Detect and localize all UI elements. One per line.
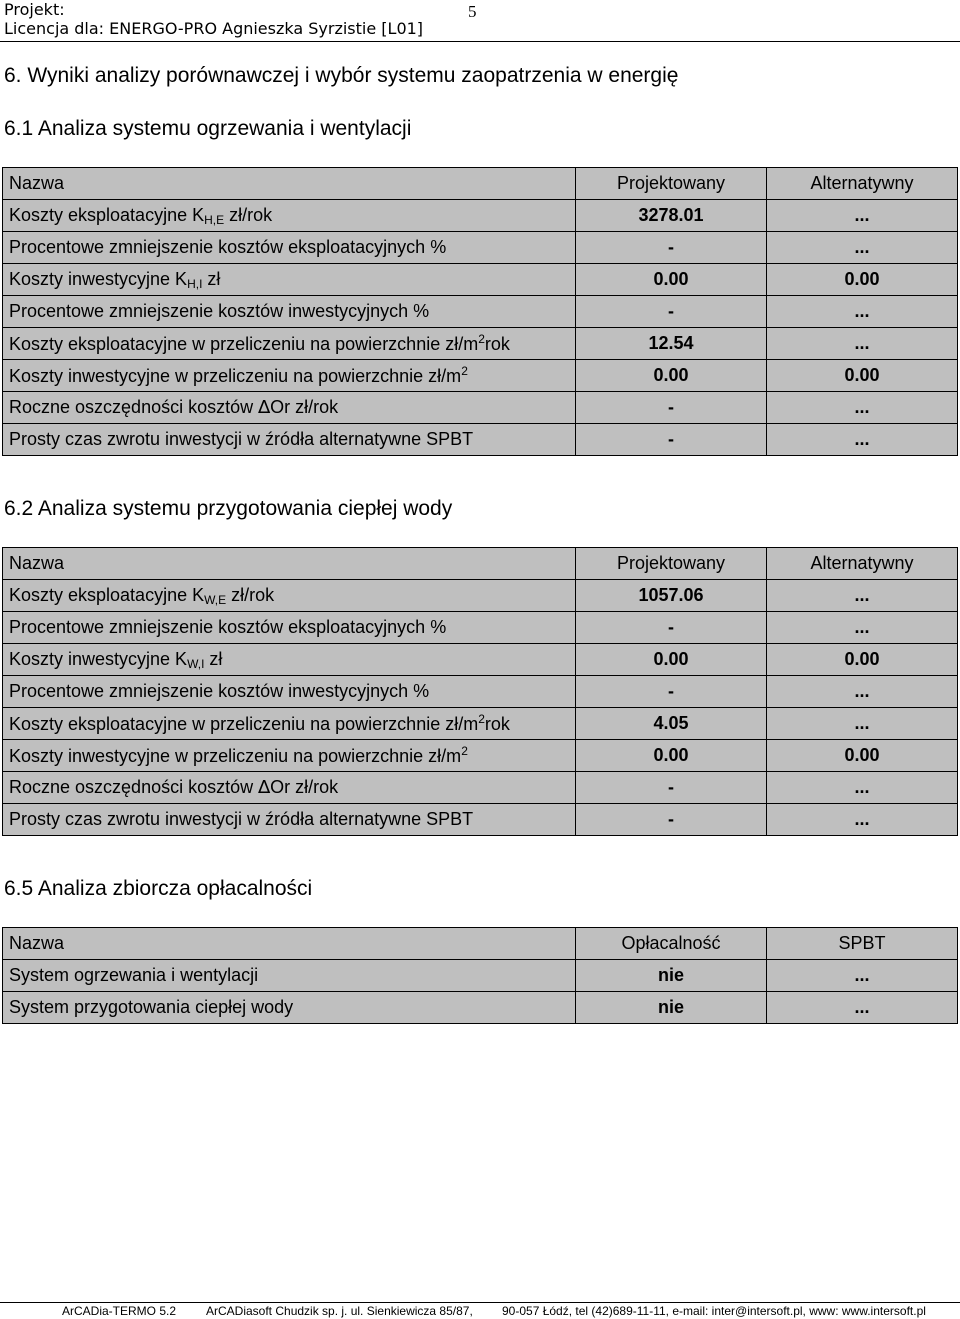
row-name-pre: Roczne oszczędności kosztów: [9, 397, 259, 417]
alternative-value: ...: [767, 772, 958, 804]
projected-value: -: [576, 676, 767, 708]
row-name-pre: Prosty czas zwrotu inwestycji w źródła alternatywne SPBT: [9, 809, 474, 829]
row-name-pre: Koszty eksploatacyjne w przeliczeniu na powierzchnie zł/m: [9, 334, 479, 354]
table-row: [3, 360, 958, 392]
col-projected-header: Projektowany: [576, 548, 767, 580]
projected-value: 4.05: [576, 708, 767, 740]
system-name: System ogrzewania i wentylacji: [3, 960, 576, 992]
row-name-sub: H,E: [204, 212, 225, 227]
row-name-cell: [3, 200, 576, 232]
row-name-cell: [3, 360, 576, 392]
row-name-pre: Koszty eksploatacyjne K: [9, 584, 205, 605]
projected-value: 0.00: [576, 644, 767, 676]
row-name-after: Or zł/rok: [270, 397, 339, 417]
row-name-pre: Koszty inwestycyjne K: [9, 268, 188, 289]
alternative-value: ...: [767, 708, 958, 740]
water-table: [2, 547, 958, 836]
profitability-value: nie: [576, 992, 767, 1024]
license-text: Licencja dla: ENERGO-PRO Agnieszka Syrzistie [L01]: [4, 19, 424, 38]
table-row: [3, 960, 958, 992]
row-name-delta: ∆: [258, 777, 271, 798]
row-name-cell: [3, 232, 576, 264]
summary-heading: 6.5 Analiza zbiorcza opłacalności: [4, 877, 313, 900]
row-name-sub: H,I: [187, 276, 203, 291]
table-row: [3, 740, 958, 772]
water-heading: 6.2 Analiza systemu przygotowania ciepłej wody: [4, 497, 453, 520]
alternative-value: 0.00: [767, 264, 958, 296]
table-row: [3, 804, 958, 836]
table-row: [3, 644, 958, 676]
row-name-pre: Koszty inwestycyjne w przeliczeniu na powierzchnie zł/m: [9, 746, 462, 766]
table-row: [3, 708, 958, 740]
projected-value: -: [576, 424, 767, 456]
row-name-sub: W,I: [187, 656, 205, 671]
alternative-value: ...: [767, 804, 958, 836]
alternative-value: 0.00: [767, 360, 958, 392]
row-name-cell: [3, 676, 576, 708]
row-name-cell: [3, 296, 576, 328]
table-row: [3, 296, 958, 328]
table-row: [3, 580, 958, 612]
table-row: [3, 992, 958, 1024]
col-projected-header: Projektowany: [576, 168, 767, 200]
table-row: [3, 612, 958, 644]
row-name-pre: Procentowe zmniejszenie kosztów eksploatacyjnych %: [9, 617, 447, 637]
header-divider: [0, 41, 960, 42]
row-name-post: zł: [204, 648, 223, 669]
row-name-cell: [3, 580, 576, 612]
row-name-post: zł/rok: [226, 584, 275, 605]
projected-value: -: [576, 392, 767, 424]
table-header-row: [3, 168, 958, 200]
projected-value: 1057.06: [576, 580, 767, 612]
row-name-cell: [3, 392, 576, 424]
projected-value: -: [576, 772, 767, 804]
col-spbt-header: SPBT: [767, 928, 958, 960]
table-row: [3, 424, 958, 456]
table-header-row: [3, 548, 958, 580]
row-name-sup: 2: [461, 364, 468, 378]
summary-table: [2, 927, 958, 1024]
row-name-post: zł/rok: [224, 204, 273, 225]
page-title: 6. Wyniki analizy porównawczej i wybór systemu zaopatrzenia w energię: [4, 64, 679, 87]
table-row: [3, 264, 958, 296]
heating-heading: 6.1 Analiza systemu ogrzewania i wentylacji: [4, 117, 412, 140]
row-name-sub: W,E: [204, 592, 227, 607]
table-row: [3, 392, 958, 424]
table-row: [3, 676, 958, 708]
col-alternative-header: Alternatywny: [767, 548, 958, 580]
system-name: System przygotowania ciepłej wody: [3, 992, 576, 1024]
col-alternative-header: Alternatywny: [767, 168, 958, 200]
table-header-row: [3, 928, 958, 960]
table-row: [3, 772, 958, 804]
row-name-after: Or zł/rok: [270, 777, 339, 797]
projected-value: -: [576, 804, 767, 836]
projected-value: 0.00: [576, 740, 767, 772]
alternative-value: ...: [767, 580, 958, 612]
row-name-cell: [3, 612, 576, 644]
row-name-end: rok: [484, 714, 510, 734]
footer-software: ArCADia-TERMO 5.2: [62, 1304, 177, 1318]
row-name-sup: 2: [461, 744, 468, 758]
projected-value: 12.54: [576, 328, 767, 360]
row-name-sup: 2: [478, 712, 485, 726]
alternative-value: ...: [767, 424, 958, 456]
alternative-value: ...: [767, 232, 958, 264]
col-name-header: Nazwa: [3, 928, 576, 960]
projected-value: 3278.01: [576, 200, 767, 232]
row-name-cell: [3, 328, 576, 360]
row-name-post: zł: [202, 268, 221, 289]
spbt-value: ...: [767, 960, 958, 992]
footer-contact: 90-057 Łódź, tel (42)689-11-11, e-mail: inter@intersoft.pl, www: www.intersoft.pl: [502, 1304, 926, 1318]
projected-value: -: [576, 612, 767, 644]
project-label: Projekt:: [4, 0, 65, 19]
row-name-delta: ∆: [258, 397, 271, 418]
row-name-pre: Koszty inwestycyjne K: [9, 648, 188, 669]
col-name-header: Nazwa: [3, 548, 576, 580]
page-header: [4, 0, 423, 38]
row-name-cell: [3, 708, 576, 740]
col-profitability-header: Opłacalność: [576, 928, 767, 960]
row-name-cell: [3, 644, 576, 676]
row-name-sup: 2: [478, 332, 485, 346]
row-name-cell: [3, 424, 576, 456]
alternative-value: 0.00: [767, 740, 958, 772]
alternative-value: ...: [767, 296, 958, 328]
alternative-value: ...: [767, 392, 958, 424]
row-name-pre: Prosty czas zwrotu inwestycji w źródła alternatywne SPBT: [9, 429, 474, 449]
row-name-pre: Procentowe zmniejszenie kosztów eksploatacyjnych %: [9, 237, 447, 257]
row-name-pre: Roczne oszczędności kosztów: [9, 777, 259, 797]
table-row: [3, 200, 958, 232]
row-name-pre: Koszty eksploatacyjne K: [9, 204, 205, 225]
alternative-value: ...: [767, 328, 958, 360]
alternative-value: 0.00: [767, 644, 958, 676]
footer-divider: [0, 1302, 960, 1303]
page-number: 5: [468, 2, 477, 21]
profitability-value: nie: [576, 960, 767, 992]
spbt-value: ...: [767, 992, 958, 1024]
projected-value: -: [576, 296, 767, 328]
row-name-pre: Koszty eksploatacyjne w przeliczeniu na powierzchnie zł/m: [9, 714, 479, 734]
row-name-end: rok: [484, 334, 510, 354]
heating-table: [2, 167, 958, 456]
row-name-cell: [3, 772, 576, 804]
alternative-value: ...: [767, 200, 958, 232]
alternative-value: ...: [767, 676, 958, 708]
row-name-cell: [3, 740, 576, 772]
projected-value: 0.00: [576, 360, 767, 392]
table-row: [3, 328, 958, 360]
row-name-cell: [3, 804, 576, 836]
projected-value: 0.00: [576, 264, 767, 296]
row-name-pre: Koszty inwestycyjne w przeliczeniu na powierzchnie zł/m: [9, 366, 462, 386]
row-name-pre: Procentowe zmniejszenie kosztów inwestycyjnych %: [9, 301, 430, 321]
table-row: [3, 232, 958, 264]
projected-value: -: [576, 232, 767, 264]
row-name-cell: [3, 264, 576, 296]
col-name-header: Nazwa: [3, 168, 576, 200]
row-name-pre: Procentowe zmniejszenie kosztów inwestycyjnych %: [9, 681, 430, 701]
footer-company: ArCADiasoft Chudzik sp. j. ul. Sienkiewicza 85/87,: [206, 1304, 473, 1318]
alternative-value: ...: [767, 612, 958, 644]
